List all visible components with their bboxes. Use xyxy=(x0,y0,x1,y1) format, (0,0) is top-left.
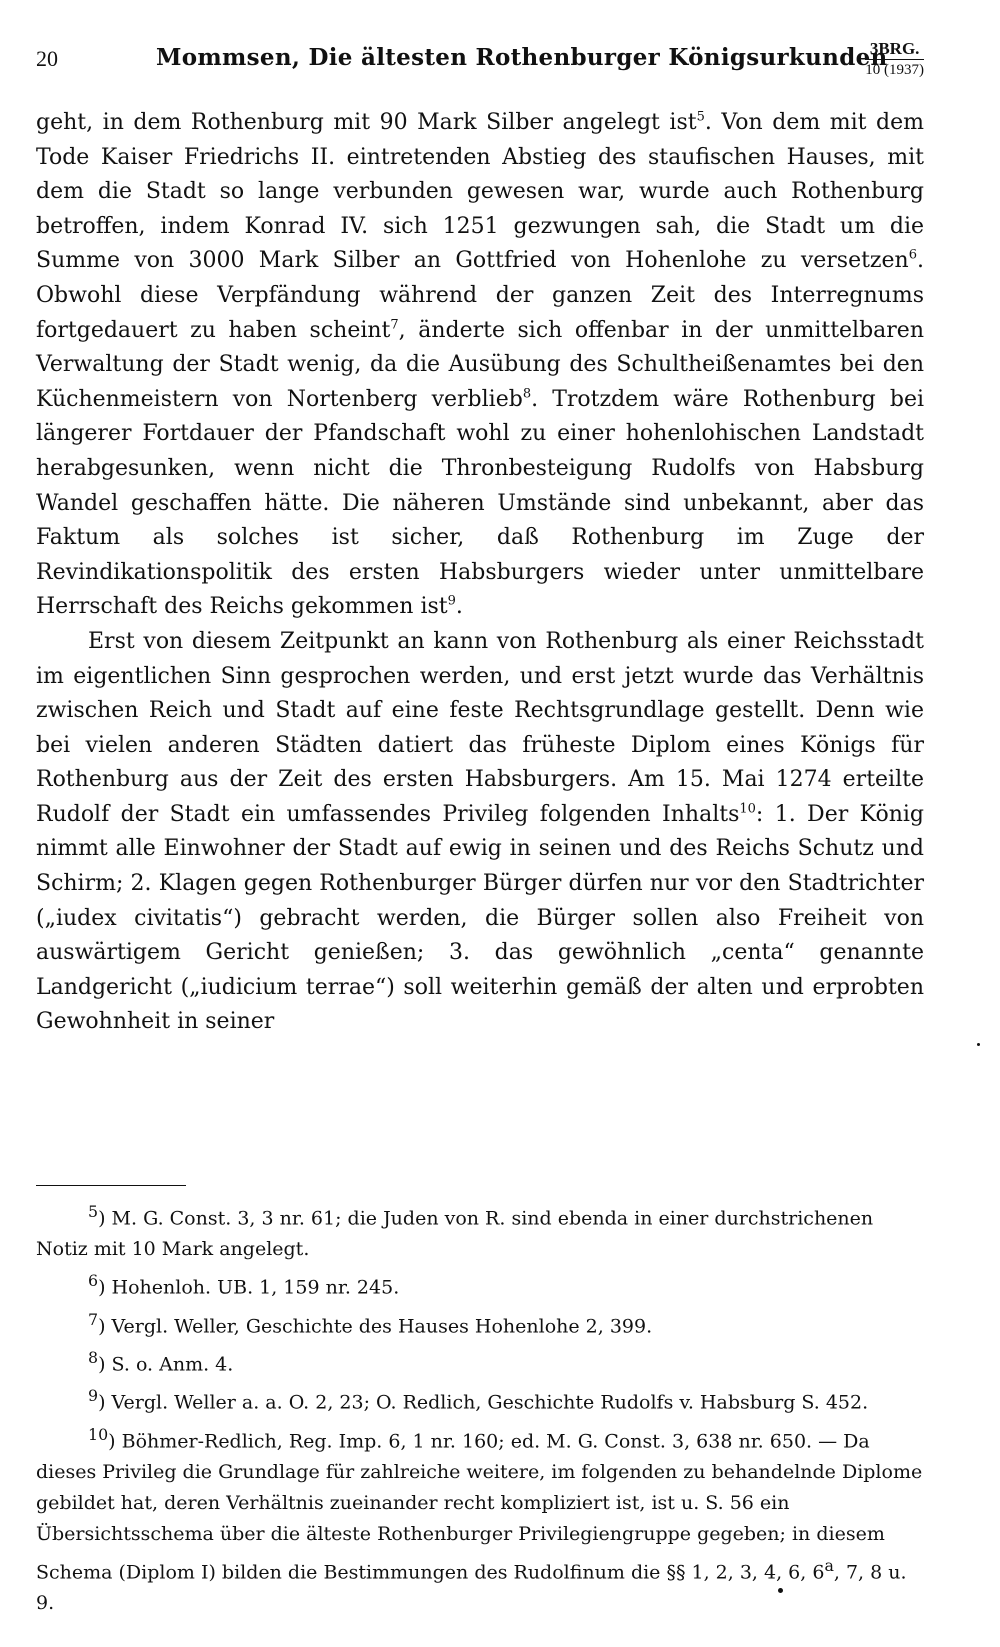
footnote-text: Vergl. Weller, Geschichte des Hauses Hohenlohe 2, 399. xyxy=(111,1314,653,1337)
running-title: Mommsen, Die ältesten Rothenburger Königsurkunden xyxy=(156,44,888,71)
print-speck xyxy=(977,1043,980,1046)
journal-reference xyxy=(865,40,924,78)
text-run: . Obwohl diese Verpfändung während der ganzen Zeit des Interregnums fortgedauert zu haben scheint xyxy=(36,248,924,343)
footnote-7: $^7$) Vergl. Weller, Geschichte des Hauses Hohenlohe 2, 399. xyxy=(88,1309,653,1337)
page-number: 20 xyxy=(36,46,58,71)
footnote-text: S. o. Anm. 4. xyxy=(111,1353,234,1376)
footnote-8: $^8$) S. o. Anm. 4. xyxy=(88,1347,234,1376)
footnote-reference-9: 9 xyxy=(447,593,456,609)
text-run: , änderte sich offenbar in der unmittelbaren Verwaltung der Stadt wenig, da die Ausübung des Schultheißenamtes bei den Küchenmeistern von Nortenberg verblieb xyxy=(36,317,924,412)
paragraph-sub-mark: a xyxy=(824,1555,834,1575)
text-run: . Trotzdem wäre Rothenburg bei längerer Fortdauer der Pfandschaft wohl zu einer hohenlohischen Landstadt herabgesunken, wenn nicht die Thronbesteigung Rudolfs von Habsburg Wandel geschaffen hätte. Die näheren Umstände sind unbekannt, aber das Faktum als solches ist sicher, daß Rothenburg im Zuge der Revindikationspolitik des ersten Habsburgers wieder unter unmittelbare Herrschaft des Reichs gekommen ist xyxy=(36,386,924,620)
text-run: Erst von diesem Zeitpunkt an kann von Rothenburg als einer Reichsstadt im eigentlichen Sinn gesprochen werden, und erst jetzt wurde das Verhältnis zwischen Reich und Stadt auf eine feste Rechtsgrundlage gestellt. Denn wie bei vielen anderen Städten datiert das früheste Diplom eines Königs für Rothenburg aus der Zeit des ersten Habsburgers. Am 15. Mai 1274 erteilte Rudolf der Stadt ein umfassendes Privileg folgenden Inhalts xyxy=(36,628,924,827)
paragraph-2 xyxy=(36,625,924,1040)
footnote-10: $^{10}$) Böhmer-Redlich, Reg. Imp. 6, 1 nr. 160; ed. M. G. Const. 3, 638 nr. 650. — Da dieses Privileg die Grundlage für zahlreiche weitere, im folgenden zu behandelnde Diplome gebildet hat, deren Verhältnis zueinander recht kompliziert ist, ist u. S. 56 ein Übersichtsschema über die älteste Rothenburger Privilegiengruppe gegeben; in diesem Schema (Diplom I) bilden die Bestimmungen des Rudolfinum die §§ 1, 2, 3, 4, 6, 6$^a$, 7, 8 u. 9. xyxy=(36,1424,923,1615)
footnote-text: , 7, 8 u. 9. xyxy=(36,1561,907,1615)
footnote-6: $^6$) Hohenloh. UB. 1, 159 nr. 245. xyxy=(88,1271,400,1299)
text-run: . Von dem mit dem Tode Kaiser Friedrichs II. eintretenden Abstieg des staufischen Hauses, mit dem die Stadt so lange verbunden gewesen war, wurde auch Rothenburg betroffen, indem Konrad IV. sich 1251 gezwungen sah, die Stadt um die Summe von 3000 Mark Silber an Gottfried von Hohenlohe zu versetzen xyxy=(36,110,925,274)
footnote-9: $^9$) Vergl. Weller a. a. O. 2, 23; O. Redlich, Geschichte Rudolfs v. Habsburg S. 452. xyxy=(88,1386,869,1414)
footnote-mark: 6 xyxy=(88,1271,99,1291)
footnote-reference-10: 10 xyxy=(739,801,756,817)
page-header xyxy=(36,40,924,86)
journal-abbreviation: 3BRG. xyxy=(869,39,920,58)
footnote-text: Hohenloh. UB. 1, 159 nr. 245. xyxy=(111,1276,400,1299)
text-run: . xyxy=(455,594,463,620)
footnote-text: Vergl. Weller a. a. O. 2, 23; O. Redlich, Geschichte Rudolfs v. Habsburg S. 452. xyxy=(111,1391,869,1414)
footnote-reference-5: 5 xyxy=(696,109,705,125)
text-run: : 1. Der König nimmt alle Einwohner der Stadt auf ewig in seinen und des Reichs Schutz und Schirm; 2. Klagen gegen Rothenburger Bürger dürfen nur vor den Stadtrichter („iudex civitatis“) gebracht werden, die Bürger sollen also Freiheit von auswärtigem Gericht genießen; 3. das gewöhnlich „centa“ genannte Landgericht („iudicium terrae“) soll weiterhin gemäß der alten und erprobten Gewohnheit in seiner xyxy=(36,801,924,1035)
footnote-divider xyxy=(36,1185,186,1186)
footnote-mark: 7 xyxy=(88,1309,99,1329)
footnote-reference-6: 6 xyxy=(908,248,917,264)
footnote-text: Böhmer-Redlich, Reg. Imp. 6, 1 nr. 160; ed. M. G. Const. 3, 638 nr. 650. — Da dieses Privileg die Grundlage für zahlreiche weitere, im folgenden zu behandelnde Diplome gebildet hat, deren Verhältnis zueinander recht kompliziert ist, ist u. S. 56 ein Übersichtsschema über die älteste Rothenburger Privilegiengruppe gegeben; in diesem Schema (Diplom I) bilden die Bestimmungen des Rudolfinum die §§ 1, 2, 3, 4, 6, 6 xyxy=(36,1429,923,1584)
text-run: geht, in dem Rothenburg mit 90 Mark Silber angelegt ist xyxy=(36,110,697,135)
footnote-mark: 10 xyxy=(88,1424,109,1444)
footnote-reference-7: 7 xyxy=(390,317,399,333)
print-speck xyxy=(778,1588,783,1593)
main-text xyxy=(36,106,924,1040)
footnote-mark: 9 xyxy=(88,1386,99,1406)
journal-volume: 10 (1937) xyxy=(865,59,924,78)
paragraph-1 xyxy=(36,106,924,625)
footnote-5: $^5$) M. G. Const. 3, 3 nr. 61; die Juden von R. sind ebenda in einer durchstrichenen Notiz mit 10 Mark angelegt. xyxy=(36,1202,874,1261)
footnote-mark: 8 xyxy=(88,1347,99,1367)
footnotes xyxy=(36,1196,924,1619)
footnote-mark: 5 xyxy=(88,1202,99,1221)
footnote-text: M. G. Const. 3, 3 nr. 61; die Juden von R. sind ebenda in einer durchstrichenen Notiz mit 10 Mark angelegt. xyxy=(36,1207,874,1261)
footnote-reference-8: 8 xyxy=(522,386,532,402)
